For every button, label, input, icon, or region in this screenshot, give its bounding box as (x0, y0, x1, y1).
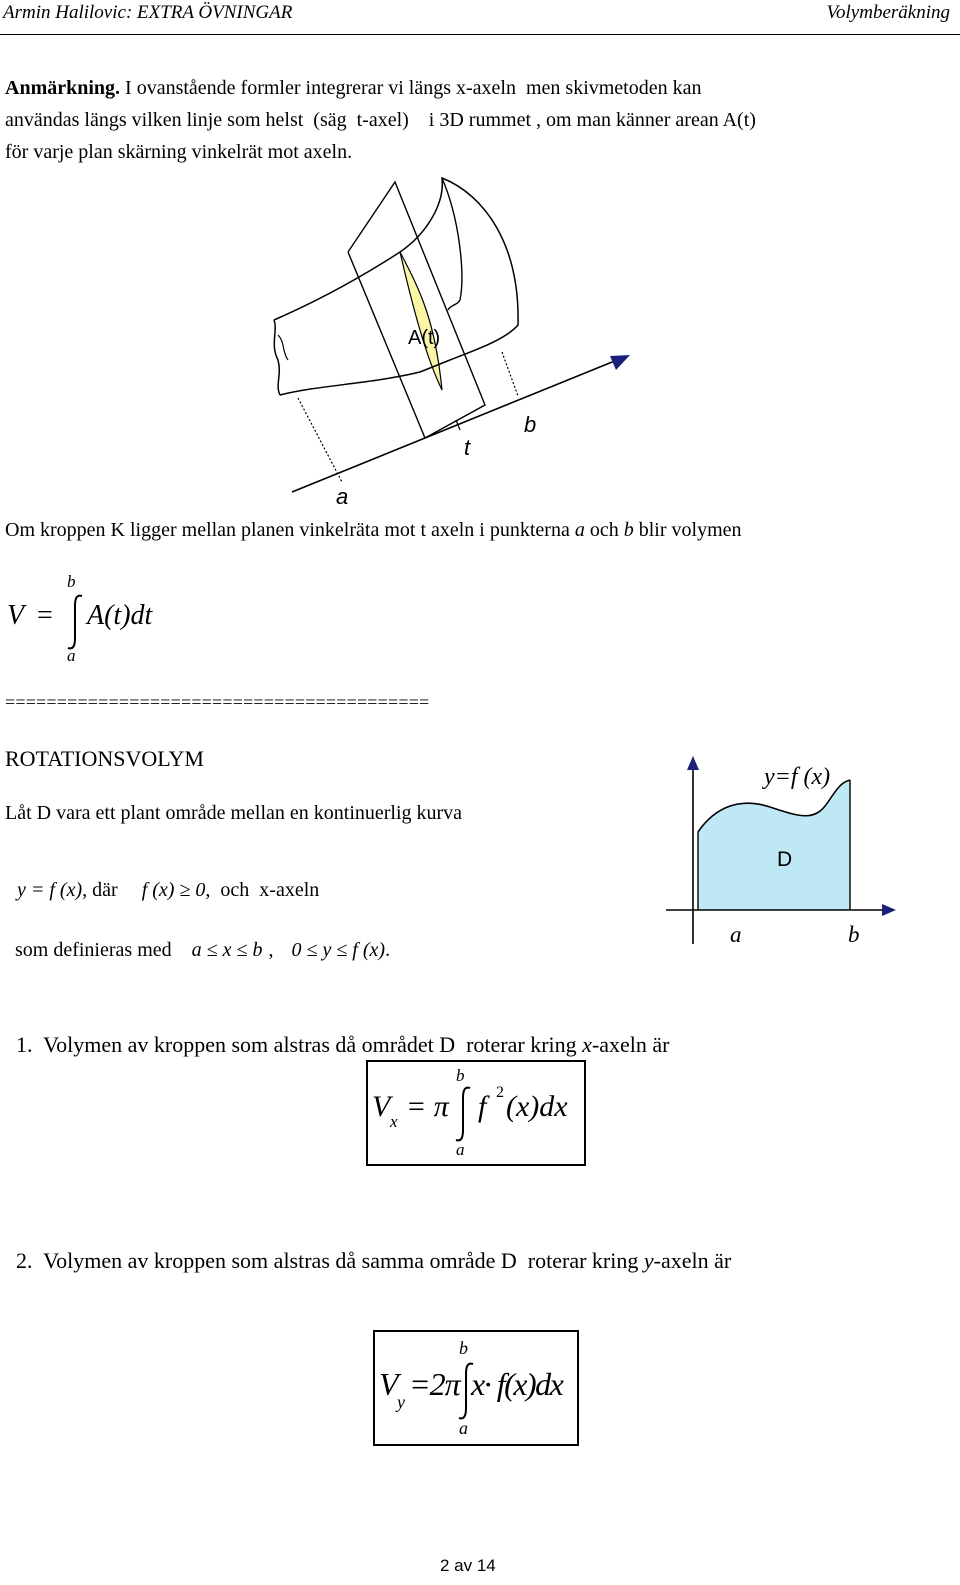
section-line-2-end: , och x-axeln (205, 879, 320, 901)
formula2-f: f (478, 1090, 487, 1123)
item-1-axis: x (582, 1032, 592, 1057)
item-2-axis: y (643, 1248, 654, 1273)
header-left: Armin Halilovic: EXTRA ÖVNINGAR (3, 2, 293, 23)
formula2-lower: a (456, 1140, 465, 1159)
note-line-1-text: I ovanstående formler integrerar vi längs x-axeln men skivmetoden kan (120, 77, 702, 99)
integral-sign-1 (60, 592, 90, 652)
t-axis-arrowhead (610, 355, 630, 370)
region-d-fill (698, 780, 850, 910)
note-paragraph (5, 72, 756, 168)
region-label: D (777, 848, 793, 871)
solid-cross-section-figure (260, 170, 650, 515)
cross-section-area (400, 252, 442, 390)
section-title: ROTATIONSVOLYM (5, 746, 204, 771)
volume-sentence-text: Om kroppen K ligger mellan planen vinkelräta mot t axeln i punkterna (5, 519, 575, 541)
page-number: 2 av 14 (440, 1556, 496, 1575)
section-line-1: Låt D vara ett plant område mellan en kontinuerlig kurva (5, 802, 463, 824)
formula1-lower: a (67, 646, 76, 665)
note-line-1 (5, 72, 756, 104)
item-2-end: -axeln är (653, 1248, 732, 1273)
fig2-a-label: a (730, 922, 742, 947)
integral-sign-2 (448, 1084, 478, 1144)
item-1 (5, 1006, 670, 1058)
formula2-rest: (x)dx (506, 1090, 568, 1123)
note-line-2: användas längs vilken linje som helst (säg t-axel) i 3D rummet , om man känner arean A(t) (5, 109, 756, 131)
header-rule (0, 34, 960, 35)
volume-sentence-end: blir volymen (633, 519, 742, 541)
separator-line: ========================================= (5, 692, 430, 712)
formula3-rhs: =2π (409, 1366, 460, 1402)
solid-front-face (274, 320, 280, 395)
volume-sentence-mid: och (584, 519, 624, 541)
y-axis-arrowhead (687, 756, 699, 770)
formula2-lhs: V (372, 1090, 391, 1123)
section-line-3-text: som definieras med (15, 939, 172, 961)
area-label: A(t) (408, 327, 441, 349)
header-right: Volymberäkning (826, 2, 950, 23)
formula1-lhs: V (7, 600, 25, 631)
formula1-eq: = (37, 600, 53, 631)
section-line-3-sep: , (268, 939, 274, 961)
formula1-integrand: A(t)dt (87, 600, 153, 631)
section-line-2 (7, 856, 319, 902)
curve-expression: y = f (x) (17, 879, 83, 901)
x-bounds: a ≤ x ≤ b (191, 939, 263, 961)
y-bounds: 0 ≤ y ≤ f (x) (291, 939, 386, 961)
formula2-upper: b (456, 1066, 465, 1085)
solid-outline (274, 178, 518, 395)
region-d-figure (660, 752, 900, 952)
solid-back-curve (442, 178, 462, 310)
formula-vx-box (366, 1060, 586, 1166)
b-label: b (524, 412, 537, 437)
section-line-3 (5, 916, 390, 962)
projection-line-a (298, 398, 342, 482)
note-line-3: för varje plan skärning vinkelrät mot axeln. (5, 141, 353, 163)
formula2-exp: 2 (496, 1084, 504, 1101)
formula3-lhs: V (379, 1366, 399, 1402)
point-b: b (623, 519, 634, 541)
formula2-rhs: = π (406, 1090, 449, 1123)
t-axis-line (292, 358, 622, 492)
curve-label: y=f (x) (764, 764, 831, 790)
formula1-upper: b (67, 572, 76, 591)
item-2 (5, 1222, 731, 1274)
fig2-b-label: b (848, 922, 860, 947)
formula-volume-area (5, 570, 205, 670)
section-line-2-dar: , där (82, 879, 118, 901)
nonneg-condition: f (x) ≥ 0 (141, 879, 206, 901)
item-1-text: 1. Volymen av kroppen som alstras då området D roterar kring (16, 1032, 583, 1057)
a-label: a (336, 484, 349, 509)
formula3-lower: a (459, 1418, 468, 1438)
formula2-sub: x (390, 1112, 398, 1131)
formula3-integrand: x· f(x)dx (471, 1366, 563, 1402)
item-1-end: -axeln är (591, 1032, 670, 1057)
item-2-text: 2. Volymen av kroppen som alstras då samma område D roterar kring (16, 1248, 644, 1273)
point-a: a (574, 519, 585, 541)
formula3-upper: b (459, 1338, 468, 1358)
solid-front-face-inner (278, 335, 288, 360)
note-bold: Anmärkning. (5, 77, 121, 99)
volume-sentence (5, 514, 742, 546)
section-line-3-end: . (385, 939, 391, 961)
t-label: t (464, 435, 471, 460)
x-axis-arrowhead (882, 904, 896, 916)
formula3-sub: y (397, 1392, 405, 1412)
formula-vy-box (373, 1330, 579, 1446)
projection-line-b (502, 352, 518, 396)
